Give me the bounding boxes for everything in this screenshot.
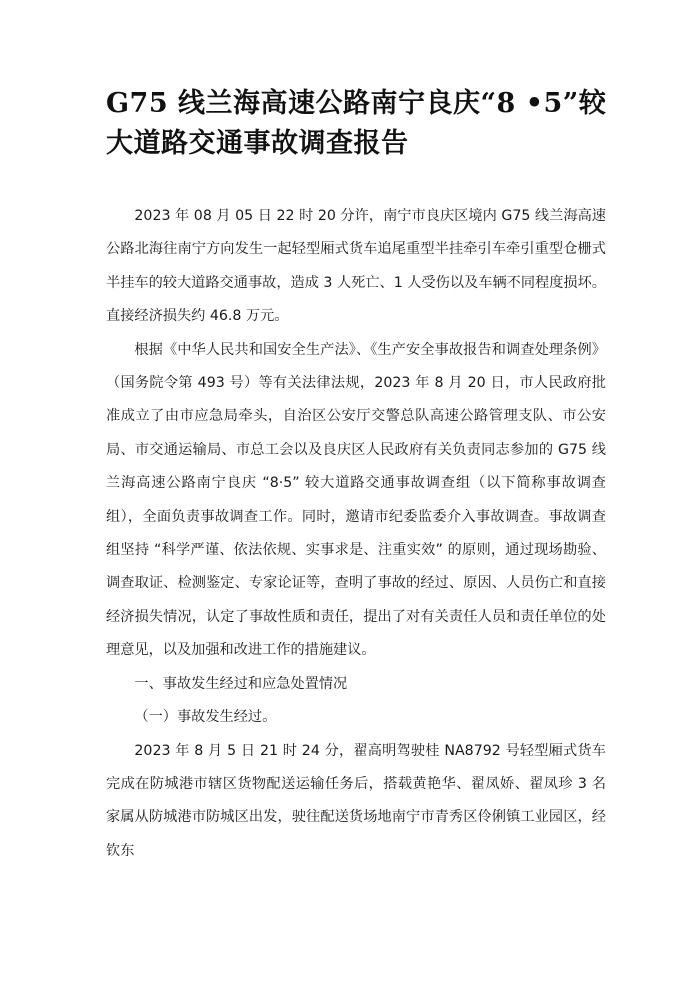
subsection-heading: （一）事故发生经过。: [134, 709, 277, 726]
paragraph-investigation-basis: 根据《中华人民共和国安全生产法》、《生产安全事故报告和调查处理条例》（国务院令第 493 号）等有关法律法规，2023 年 8 月 20 日，市人民政府批准成立了由市应急局牵头，自治区公安厅交警总队高速公路管理支队、市公安局、市交通运输局、市总工会以及良庆区人民政府有关负责同志参加的 G75 线兰海高速公路南宁良庆 “8·5” 较大道路交通事故调查组（以下简称事故调查组），全面负责事故调查工作。同时，邀请市纪委监委介入事故调查。事故调查组坚持 “科学严谨、依法依规、实事求是、注重实效” 的原则，通过现场勘验、调查取证、检测鉴定、专家论证等，查明了事故的经过、原因、人员伤亡和直接经济损失情况，认定了事故性质和责任，提出了对有关责任人员和责任单位的处理意见，以及加强和改进工作的措施建议。: [106, 341, 606, 659]
document-title: G75 线兰海高速公路南宁良庆“8 •5”较大道路交通事故调查报告: [106, 88, 607, 159]
paragraph-intro: 2023 年 08 月 05 日 22 时 20 分许，南宁市良庆区境内 G75 线兰海高速公路北海往南宁方向发生一起轻型厢式货车追尾重型半挂牵引车牵引重型仓栅式半挂车的较大道路交通事故，造成 3 人死亡、1 人受伤以及车辆不同程度损坏。直接经济损失约 46.8 万元。: [106, 208, 606, 325]
section-heading: 一、事故发生经过和应急处置情况: [134, 675, 348, 692]
document-body: [106, 200, 606, 868]
paragraph-accident-details: 2023 年 8 月 5 日 21 时 24 分，翟高明驾驶桂 NA8792 号轻型厢式货车完成在防城港市辖区货物配送运输任务后，搭载黄艳华、翟凤娇、翟凤珍 3 名家属从防城港市防城区出发，驶往配送货场地南宁市青秀区伶俐镇工业园区，经钦东: [106, 742, 606, 859]
